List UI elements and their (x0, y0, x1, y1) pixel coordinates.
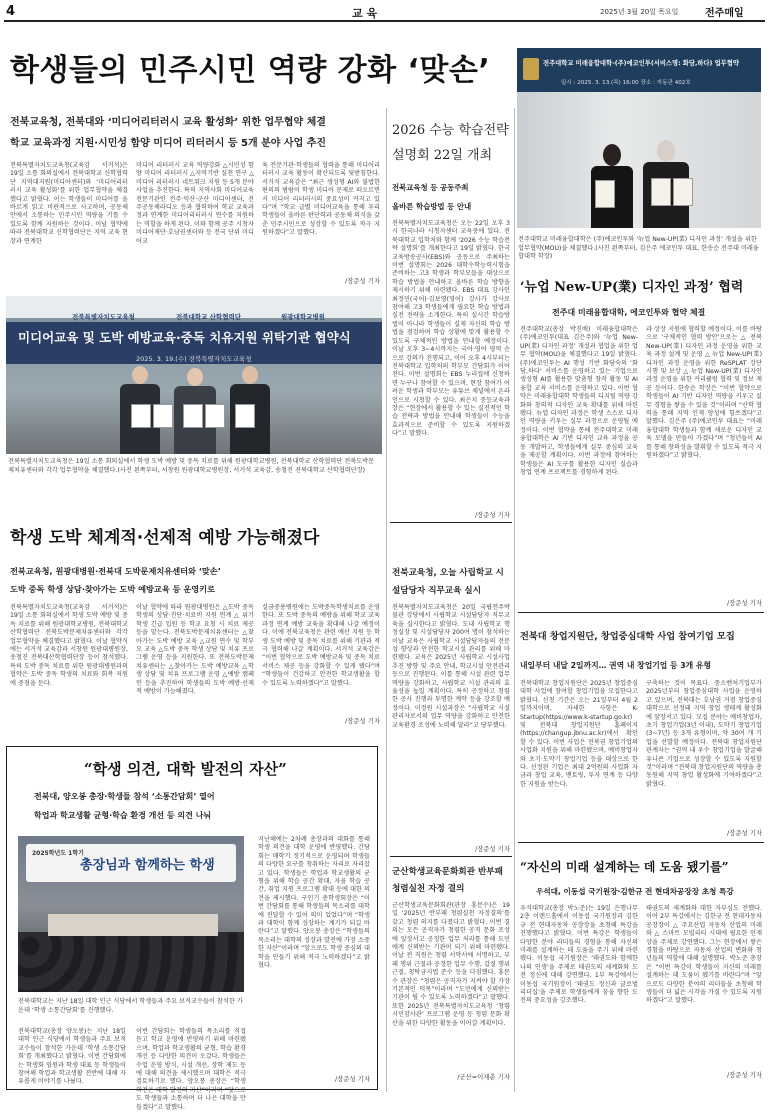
article6-subhead-1: 전북대, 양오봉 총장·학생들 참석 ‘소통간담회’ 열어 (34, 792, 215, 801)
article6-col3: 지난해에는 2차례 총장과의 대화를 통해 학생 의견을 대학 운영에 반영했다. 간담회는 매학기 정기적으로 운영되며 학생들의 다양한 요구를 청취하는 자리로 자리잡고 있다. 학생들은 학업과 학교생활의 균형을 위해 학습 공간 확대, 자율 학습 공간, 취업 지원 프로그램 확대 등에 대한 의견을 제시했다. 구인기 총학생회장은 “이번 간담회를 통해 학생들의 목소리를 대학에 전달할 수 있어 의미 있었다”며 “학생과 대학이 함께 성장하는 계기가 되길 바란다”고 말했다. 양오봉 총장은 “학생들의 목소리는 대학의 성장과 발전에 가장 소중한 자산”이라며 “앞으로도 학생 중심의 대학을 만들기 위해 적극 노력하겠다”고 밝혔다. (258, 836, 370, 970)
article1-byline: /장준성 기자 (344, 277, 380, 285)
article7-col1: 전주대학교(총장 박진배) 미래융합대학은 (주)에코인투(대표 김은주)와 ‘뉴업 New-UP(業) 디자인 과정’ 개설과 협업을 위한 업무 협약(MOU)을 체결했다고 19일 밝혔다. (주)에코인투는 AI 행성 기반 화담숙의 ‘화담,하다’ 서비스를 운영하고 있는 기업으로 생성형 AI를 활용한 맞춤형 창작 활동 및 AI 융합 교육 서비스를 운영하고 있다. 이번 협약은 미래융합대학 학생들의 디지털 역량 강화와 창의적 디자인 교육 확대를 위해 마련됐다. 뉴업 디자인 과정은 학생 스스로 디자인 역량을 키우는 실무 과정으로 운영될 예정이다. 이번 협약을 통해 전주대학교 미래융합대학은 AI 기반 디자인 교육 과정을 공동 개발하고, 학생들에게 실무 중심의 교육을 제공할 계획이다. 이번 과정에 참여하는 학생들은 AI 도구를 활용한 디자인 실습과 창업 연계 프로젝트를 경험하게 된다. (520, 326, 638, 476)
article9-col2: 태권도의 세계화와 대한 자부심도 전했다. 이어 2부 특강에서는 김한규 전 현대자동차 공장장이 △ 주요산업 자동차 산업의 미래와 △ 스마트 모빌리티 시대에 필요한 인재상을 주제로 강연했다. 그는 현장에서 쌓은 경험을 바탕으로 자동차 산업의 변화와 청년들의 역할에 대해 설명했다. 박노준 총장은 “이번 특강이 학생들이 자신의 미래를 설계하는 데 도움이 됐기를 바란다”며 “앞으로도 다양한 분야의 리더들을 초청해 학생들이 더 넓은 시각을 가질 수 있도록 지원하겠다”고 말했다. (646, 905, 762, 1005)
jeonju-logo-mark (523, 58, 539, 80)
header-rule (4, 20, 765, 22)
photo6-banner-large: 총장님과 함께하는 학생 (80, 858, 215, 873)
issue-date: 2025년 3월 20일 목요일 (600, 8, 679, 16)
article6-col1: 전북대학교(총장 양오봉)는 지난 18일 대학 인근 식당에서 학생들과 주요 보직교수들이 참석한 가운데 ‘학생 소통간담회’를 개최했다고 밝혔다. 이번 간담회에는 학생회 임원과 학생 대표 등 학생들이 참여해 학업과 학교생활 전반에 대해 자유롭게 이야기를 나눴다. (18, 1028, 126, 1086)
article5-body: 군산학생교육문화회관(관장 홍문수)은 19일 ‘2025년 반부패 청렴실천 자정결의’를 갖고 청렴 의지를 다졌다고 밝혔다. 이번 결의는 모든 공직자가 청렴한 공직 문화 조성에 앞장서고 공정한 업무 처리를 통해 도민에게 신뢰받는 기관이 되기 위해 마련됐다. 이날 전 직원은 청렴 서약서에 서명하고, 부패 행위 근절과 공정한 업무 수행, 갑질 행위 근절, 청탁금지법 준수 등을 다짐했다. 홍문수 관장은 “청렴은 공직자가 지켜야 할 가장 기본적인 덕목”이라며 “도민에게 신뢰받는 기관이 될 수 있도록 노력하겠다”고 말했다. 또한 2025년 전북특별자치도교육청 ‘청렴 시민감사관’ 프로그램 운영 등 청렴 문화 확산을 위한 다양한 활동을 이어갈 계획이다. (392, 902, 510, 1027)
photo7-wall (517, 92, 761, 228)
article1-headline: 학생들의 민주시민 역량 강화 ‘맞손’ (10, 53, 491, 88)
mou-folder-1 (595, 180, 615, 208)
article3-body: 전북특별자치도교육청은 오는 22일 오후 3시 한국나라 시청자센터 교육중에 있다. 전북대학교 입학처와 함께 ‘2026 수능 학습전략 설명회’를 개최한다고 19일 밝혔다. 한국교육방송공사(EBS)와 공동으로 주최하는 이번 설명회는 2026 대학수학능력시험을 준비하는 고3 학생과 학부모들을 대상으로 학습 방법을 안내하고 올바른 학습 방향을 제시하기 위해 마련됐다. EBS 대표 강사인 최정민(국어)·김보영(영어) 강사가 강사로 참여해 고3 학생들에게 필요한 학습 방법과 실전 전략을 소개한다. 특히 실시간 학습방법이 아니라 학생들이 실제 자신의 학습 방법을 점검하며 학습 상황에 맞게 활용할 수 있도록 구체적인 방법을 안내할 예정이다. 이날 오후 3~4시까지는 국어·영어 영역 순으로 강의가 진행되고, 이어 오후 4시부터는 전북대학교 입학처의 학부모 간담회가 이어진다. 이번 설명회는 EBS 누리집에 신청하면 누구나 참여할 수 있으며, 현장 참여가 어려운 학생과 학부모는 유튜브 채널에서 온라인으로 시청할 수 있다. 최은지 중등교육과장은 “현장에서 활용할 수 있는 실전적인 학습 전략과 방법을 안내해 학생들이 수능을 효과적으로 준비할 수 있도록 지원하겠다”고 말했다. (392, 220, 510, 438)
right-rule-2 (518, 842, 764, 843)
mid-rule-1 (390, 522, 512, 523)
article7-byline: /장준성 기자 (726, 599, 762, 607)
photo-logo-1: 전북특별자치도교육청 (72, 313, 135, 321)
article1-photo-caption: 전북특별자치도교육청은 19일 소통 회의실에서 학생 도박 예방 및 중독 치료를 위해 원광대학교병원, 전북대학교 산학협력단 전북도박문제치유센터와 각각 업무협약을 체결했다.(사진 왼쪽부터, 서창원 원광대학교병원장, 서거석 교육감, 송철진 전북대학교 산학협력단장) (8, 458, 375, 474)
article5-byline: /군산=이재춘 기자 (457, 1073, 510, 1081)
article2-subhead-1: 전북교육청, 원광대병원·전북대 도박문제치유센터와 ‘맞손’ (10, 566, 221, 576)
photo7-banner-info: 일시 : 2025. 3. 13.(목) 16:00 장소 : 자동관 402호 (561, 80, 691, 86)
article6-subhead-2: 학업과 학교생활 균형·학습 환경 개선 등 의견 나눠 (34, 811, 212, 820)
article3-subhead-1: 전북교육청 등 공동주최 (392, 183, 469, 192)
photo7-banner-title: 전주대학교 미래융합대학-(주)에코인투(서비스명: 화담,하다) 업무협약 (543, 60, 739, 67)
article9-subhead: 우석대, 이동섭 국기원장·김한규 전 현대차공장장 초청 특강 (536, 887, 734, 896)
article1-subhead-2: 학교 교육과정 지원·시민성 함양 미디어 리터러시 등 5개 분야 사업 추진 (10, 138, 327, 149)
photo-banner-date: 2025. 3. 19.(수) 전북특별자치도교육청 (136, 355, 252, 363)
mou-folder-2 (651, 178, 671, 206)
signing-ceremony-photo (6, 296, 382, 454)
article2-subhead-2: 도박 중독 학생 상담·찾아가는 도박 예방교육 등 운영키로 (10, 584, 215, 594)
page-number: 4 (6, 4, 16, 19)
article2-col3: 실금중용병원에는 도박중독학생치료를 운영한다. 또 도박 중독의 예방을 위해 학교 교육과정 연계 예방 교육을 확대해 나갈 예정이다. 이에 전북교육청은 관련 예산 지원 등 학생 도박 예방 및 중독 치료를 위해 기관과 적극 협력해 나갈 계획이다. 서거석 교육감은 “이번 협약으로 도박 예방교육 및 중독 치료 서비스 제공 등을 강화할 수 있게 됐다”며 “학생들이 건강하고 안전한 학교생활을 할 수 있도록 노력하겠다”고 말했다. (262, 604, 380, 687)
section-title: 교 육 (352, 7, 378, 20)
article7-col2: 과 상장 지원에 협력할 예정이다. 이를 바탕으로 ‘구체적인 협력 방안’으로는 △ 전북 New-UP(業) 디자인 과정 운영을 위한 교육 과정 설계 및 운영 △ 뉴업 New-UP(業) 디자인 과정 운영을 위한 ReSPLAT 강단 시행 및 보상 △ 뉴업 New-UP(業) 디자인 과정 운영을 위한 커리큘럼 협력 및 정보 제공 등이다. 한송순 학장은 “이번 협약으로 학생들이 AI 기반 디자인 역량을 키우고 실무 경험을 쌓을 수 있을 것”이라며 “산학 협력을 통해 지역 인재 양성에 힘쓰겠다”고 말했다. 김은주 (주)에코인투 대표는 “미래융합대학 학생들과 함께 새로운 디자인 교육 모델을 만들어 가겠다”며 “청년들이 AI를 통해 창의성을 발휘할 수 있도록 적극 지원하겠다”고 밝혔다. (646, 326, 762, 460)
article1-col1: 전북특별자치도교육청(교육감 서거석)은 19일 소통 회의실에서 전북대학교 신학협력단 지역대지원(미디어센터)와 ‘미디어리터러시 교육 활성화’를 위한 업무협약을 체결했다고 밝혔다. 이는 학생들이 미디어를 올바르게 읽고 비판적으로 사고하며, 공동체 안에서 소통하는 민주시민 역량을 기를 수 있도록 함께 지원하는 것이다. 이날 협약에 따라 전북대학교 신학협력단은 지역 교육 현장과 연계한 (10, 162, 128, 245)
article2-col1: 전북특별자치도교육청(교육감 서거석)은 19일 소통 회의실에서 학생 도박 예방 및 중독 치료를 위해 원광대학교병원, 전북대학교 산학협력단 전북도박문제치유센터와 각각 업무협약을 체결했다고 밝혔다. 이날 협약식에는 서거석 교육감과 서창원 원광대병원장, 송철진 전북대산학협력단장 등이 참석했다. 특히 도박 중독 치료를 위한 원광대병원과의 협약은 도박 중독 학생의 치료와 회복 지원에 중점을 둔다. (10, 604, 128, 687)
article7-subhead: 전주대 미래융합대학, 에코인투와 협약 체결 (552, 308, 706, 317)
student-meeting-photo (18, 836, 244, 992)
article9-col1: 우석대학교(총장 박노준)는 19일 은행나무 2층 이랜드홀에서 이동섭 국기원장과 김한규 전 현대자동차 공장장을 초청해 특강을 진행했다고 밝혔다. 이번 특강은 학생들이 다양한 분야 리더들의 경험을 통해 자신의 미래를 설계하는 데 도움을 주기 위해 마련됐다. 이동섭 국기원장은 ‘태권도와 함께한 나의 인생’을 주제로 태권도의 세계화와 도전 정신에 대해 강연했다. 1부 특강에서는 이동섭 국기원장이 ‘태권도 정신과 글로벌 리더십’을 주제로 학생들에게 꿈을 향한 도전의 중요성을 강조했다. (520, 905, 638, 1005)
mid-rule-2 (390, 856, 512, 857)
article8-byline: /장준성 기자 (726, 829, 762, 837)
article1-col3: 육 전문기관·학생들의 협력을 통해 미디어리터러시 교육 활동이 확산되도록 뒷받침한다. 서거석 교육감은 “최근 생성형 AI와 불법한편의의 범람이 학생 미디어 문제로 떠오르면서 미디어 리터러시의 중요성이 커지고 있다”며 “학교 급별 미디어교육을 통해 우리 학생들이 올바른 판단력과 공동체 의식을 갖춘 민주시민으로 성장할 수 있도록 적극 지원하겠다”고 말했다. (262, 162, 380, 237)
article3-subhead-2: 올바른 학습방법 등 안내 (392, 202, 472, 211)
article7-headline: ‘뉴업 New-UP(業) 디자인 과정’ 협력 (520, 280, 744, 295)
article4-byline: /장준성 기자 (474, 845, 510, 853)
article8-col2: 구축하는 것이 목표다. 중소벤처기업부가 2025년부터 창업중심대학 사업을 운영하고 있으며, 전북대는 호남권 거점 창업중심대학으로 선정돼 지역 창업 생태계 활성화에 앞장서고 있다. 모집 분야는 예비창업자, 초기 창업기업(3년 이내), 도약기 창업기업(3~7년) 등 3개 유형이며, 약 30여 개 기업을 선발할 예정이다. 전북대 창업지원단 관계자는 “권역 내 우수 창업기업을 발굴해 유니콘 기업으로 성장할 수 있도록 지원할 것”이라며 “전북대 창업지원단의 역량을 총동원해 지역 창업 활성화에 기여하겠다”고 밝혔다. (646, 680, 762, 788)
article8-headline: 전북대 창업지원단, 창업중심대학 사업 참여기업 모집 (520, 631, 735, 642)
article1-col2: 미디어 리터러시 교육 역량강화 △시민성 함양 미디어 리터러시 △지역기반 실천 연구 △미디어 리터러시 네트워크 지원 등 5개 분야 사업을 추진한다. 특히 지역사회 미디어교육 전문기관인 전주·익산·군산 미디어센터, 전주공동체라디오 등과 협력하여 학교 교육과정과 연계한 미디어리터러시 연수를 지원하는 역할을 하게 된다. 이와 함께 공주 시청자미디어재단·호남권센터와 등 전국 단위 미디어교 (136, 162, 254, 245)
crowd-row-1 (18, 932, 244, 992)
article4-headline: 전북교육청, 오늘 사립학교 시설담당자 직무교육 실시 (392, 568, 504, 596)
article1-subhead-1: 전북교육청, 전북대와 ‘미디어리터러시 교육 활성화’ 위한 업무협약 체결 (10, 117, 326, 128)
article7-photo-caption: 전주대학교 미래융합대학은 (주)에코인투와 ‘뉴업 New-UP(業) 디자인 과정’ 개설을 위한 업무협약(MOU)을 체결했다.(사진 왼쪽부터, 김은주 에코인투 대표, 한송순 전주대 미래융합대학 학장) (518, 236, 759, 261)
mou-folder-3 (673, 178, 693, 206)
article6-headline: “학생 의견, 대학 발전의 자산” (84, 760, 287, 778)
article6-byline: /장준성 기자 (334, 1075, 370, 1083)
photo-logo-2: 전북대학교 산학협력단 (176, 313, 242, 321)
article3-byline: /장준성 기자 (474, 511, 510, 519)
jeonju-mou-photo (517, 48, 761, 228)
column-divider-left (386, 108, 387, 1092)
agreement-folders (131, 404, 261, 428)
article3-headline: 2026 수능 학습전략 설명회 22일 개최 (392, 123, 509, 163)
right-rule-1 (518, 612, 764, 613)
masthead: 전주매일 (705, 8, 744, 19)
article6-col2: 이번 간담회는 학생들의 목소리를 직접 듣고 학교 운영에 반영하기 위해 마련됐으며, 학업과 학교생활의 균형, 학습 환경 개선 등 다양한 의견이 오갔다. 학생들은 수업 운영 방식, 시설 개선, 장학 제도 등에 대해 의견을 제시했으며 대학은 적극 검토하기로 했다. 양오봉 총장은 “학생 의견은 대학 발전의 자산”이라며 “앞으로도 학생들과 소통하며 더 나은 대학을 만들겠다”고 말했다. (136, 1028, 246, 1111)
photo6-banner-small: 2025학년도 1학기 (32, 850, 84, 857)
article4-body: 전북특별자치도교육청은 20일 국립전주박물관 강당에서 사립학교 시설담당자 직무교육을 실시한다고 밝혔다. 도내 사립학교 행정실장 및 시설담당자 200여 명이 참석하는 이날 교육은 사립학교 시설담당자들의 전문성 향상과 안전한 학교시설 관리를 위해 마련됐다. 교육은 2025년 사립학교 시설사업 추진 방향 및 주요 안내, 학교시설 안전관리 등으로 진행된다. 이를 통해 시설 관련 업무 역량을 강화하고, 사립학교 시설 관리의 효율성을 높일 계획이다. 특히 공정하고 청렴한 공사 진행과 투명한 계약 등을 강조할 예정이다. 이정원 시설과장은 “사립학교 시설관리자로서의 업무 역량을 강화하고 안전한 교육환경 조성에 노력해 달라”고 당부했다. (392, 604, 510, 729)
table-area (48, 914, 218, 936)
article2-headline: 학생 도박 체계적·선제적 예방 가능해졌다 (10, 528, 320, 548)
article6-photo-caption: 전북대학교는 지난 18일 대학 인근 식당에서 학생들과 주요 보직교수들이 참석한 가운데 ‘학생 소통간담회’를 진행했다. (18, 998, 243, 1014)
photo-banner-title: 미디어교육 및 도박 예방교육·중독 치유지원 위탁기관 협약식 (18, 330, 351, 345)
article2-byline: /장준성 기자 (344, 717, 380, 725)
article5-headline: 군산학생교육문화회관 반부패 청렴실천 자정 결의 (392, 867, 503, 894)
article8-col1: 전북대학교 창업지원단은 2025년 창업중심대학 사업에 참여할 창업기업을 모집한다고 밝혔다. 신청 기간은 오는 21일부터 4월 2일까지이며, 자세한 사항은 K-Startup(https://www.k-startup.go.kr) 및 전북대 창업지원단 홈페이지(https://changup.jbnu.ac.kr)에서 확인할 수 있다. 이번 사업은 전북권 창업기업의 사업화 지원을 위해 마련됐으며, 예비창업자와 초기·도약기 창업기업 등을 대상으로 한다. 선정된 기업은 최대 2억원의 사업화 자금과 창업 교육, 멘토링, 투자 연계 등 다양한 지원을 받는다. (520, 680, 638, 788)
column-divider-right (514, 108, 515, 1092)
article8-subhead: 내일부터 내달 2일까지… 권역 내 창업기업 등 3개 유형 (520, 661, 711, 670)
article9-byline: /장준성 기자 (726, 1071, 762, 1079)
photo-logo-3: 원광대학교병원 (281, 313, 325, 321)
article9-headline: “자신의 미래 설계하는 데 도움 됐기를” (520, 860, 729, 874)
article2-col2: 이날 협약에 따라 원광대병원은 △도박 중독 학생의 상담·진단·치료비 지원 연계 △ 위기학생 긴급 입원 등 학교 요청 시 치료 제공 등을 맡는다. 전북도박문제치유센터는 △찾아가는 도박 예방 교육 △교원 연수 및 학부모 교육 △도박 중독 학생 상담 및 치유 프로그램 운영 등을 지원한다. 또 전북도박문제치유센터는 △찾아가는 도박 예방교육 △학생 상담 및 치유 프로그램 운영 △예방 캠페인 등을 추진하여 학생들의 도박 예방·선제적 예방이 가능해졌다. (136, 604, 254, 696)
